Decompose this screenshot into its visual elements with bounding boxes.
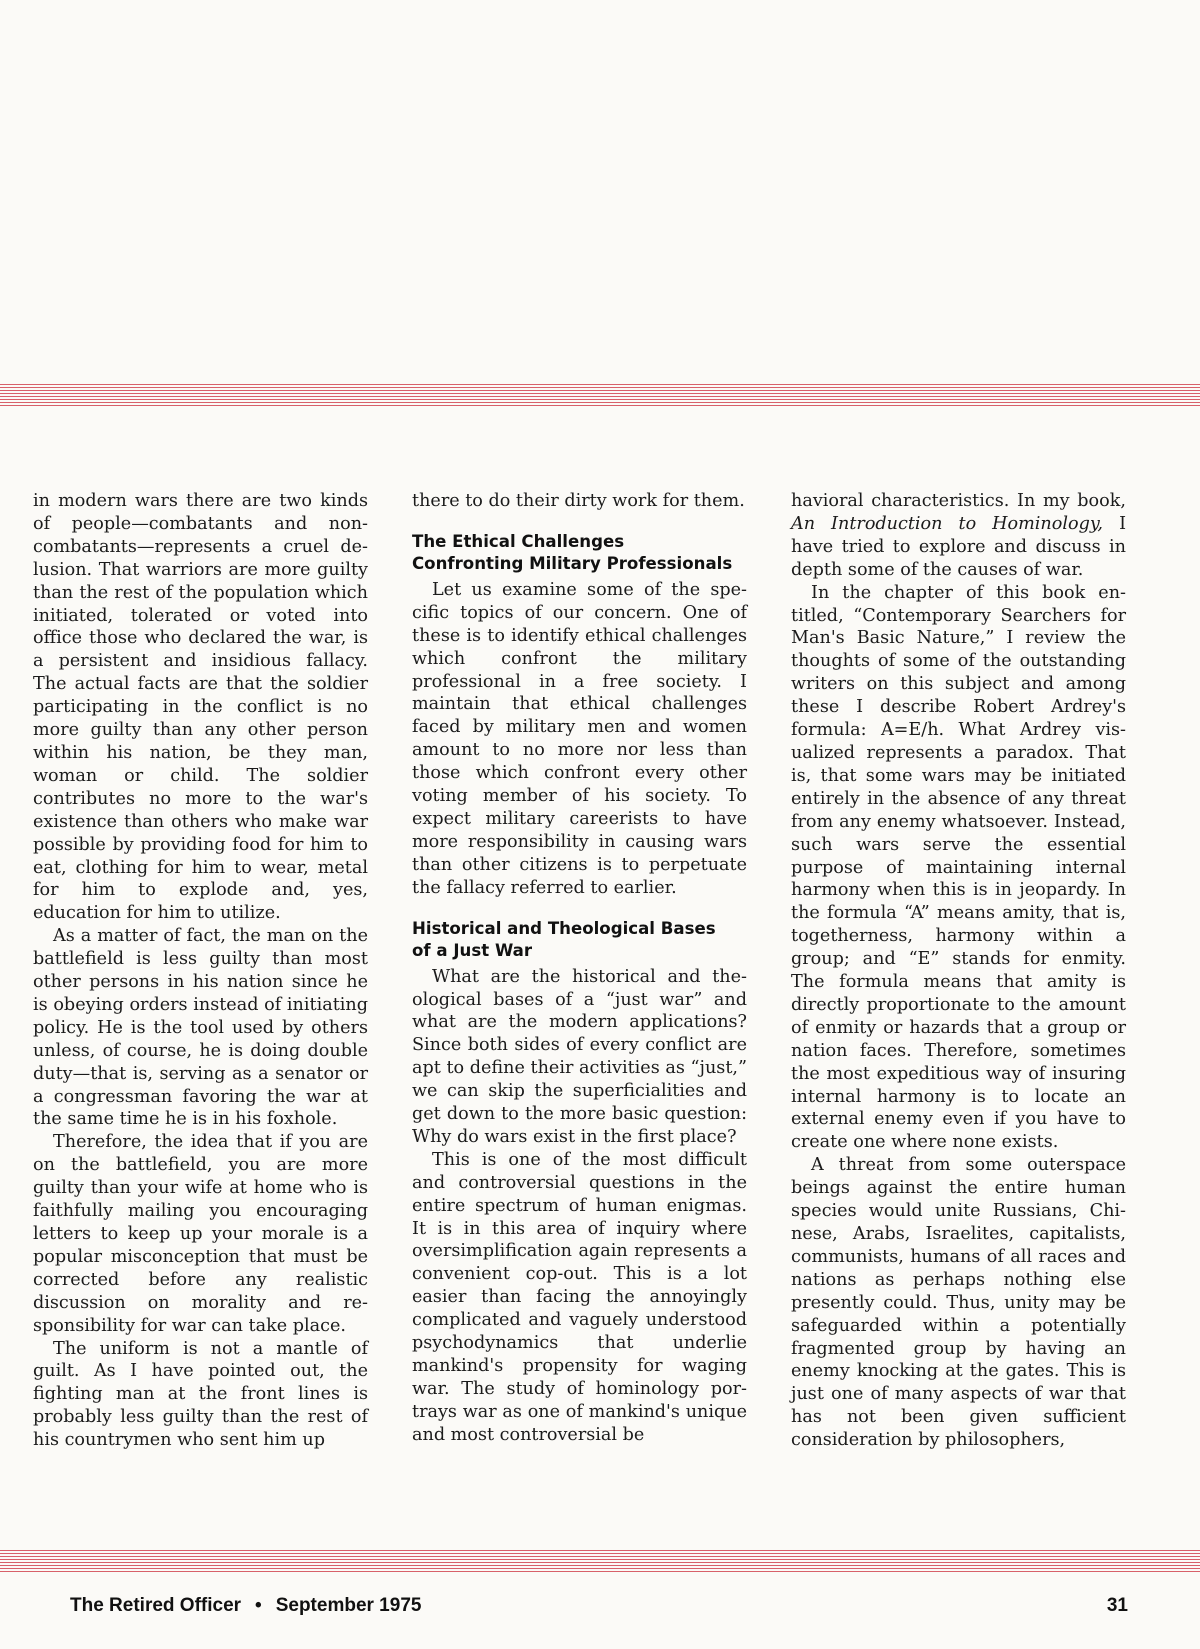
paragraph-text: havioral characteristics. In my book,	[791, 491, 1126, 511]
page-number: 31	[1106, 1595, 1128, 1616]
book-title: An Introduction to Hominology,	[791, 513, 1104, 534]
paragraph: A threat from some outerspace beings against the entire human species would unite Russians, Chinese, Arabs, Israelites, capitalists, communists, humans of all races and nations as perhaps nothing else presently could. Thus, unity may be safeguarded within a potentially fragmented group by having an enemy knocking at the gates. This is just one of many aspects of war that has not been given sufficient consideration by philosophers,	[791, 1155, 1126, 1451]
top-decorative-rule	[0, 384, 1200, 408]
paragraph: in modern wars there are two kinds of people—combatants and noncombatants—represents a cruel delusion. That warriors are more guilty than the rest of the population which initiated, tolerated or voted into office those who declared the war, is a persistent and insidious fallacy. The actual facts are that the soldier participating in the conflict is no more guilty than any other person within his nation, be they man, woman or child. The soldier contributes no more to the war's existence than others who make war possible by providing food for him to eat, clothing for him to wear, metal for him to explode and, yes, education for him to utilize.	[33, 491, 368, 924]
footer-bullet: •	[255, 1595, 262, 1616]
article-column-3	[791, 490, 1126, 1452]
paragraph-text: I have tried to explore and discuss in depth some of the causes of war.	[791, 513, 1127, 580]
bottom-decorative-rule	[0, 1550, 1200, 1574]
paragraph: What are the historical and theological bases of a “just war” and what are the modern applications? Since both sides of every conflict are apt to define their activities as “just,” we can skip the superficialities and get down to the more basic question: Why do wars exist in the first place?	[412, 966, 747, 1147]
publication-name: The Retired Officer	[70, 1595, 242, 1616]
publication-date: September 1975	[275, 1595, 422, 1616]
paragraph: Therefore, the idea that if you are on the battlefield, you are more guilty than your wife at home who is faithfully mailing you encouraging letters to keep up your morale is a popular misconception that must be corrected before any realistic discussion on morality and responsibility for war can take place.	[33, 1132, 368, 1336]
section-heading-ethical-challenges	[412, 531, 747, 575]
paragraph: This is one of the most difficult and controversial questions in the entire spectrum of human enigmas. It is in this area of inquiry where oversimplification again represents a convenient cop-out. This is a lot easier than facing the annoyingly complicated and vaguely understood psychodynamics that underlie mankind's propensity for waging war. The study of hominology portrays war as one of mankind's unique and most controversial be	[412, 1149, 747, 1445]
paragraph: Let us examine some of the specific topics of our concern. One of these is to identify ethical challenges which confront the military professional in a free society. I maintain that ethical challenges faced by military men and women amount to no more nor less than those which confront every other voting member of his society. To expect military careerists to have more responsibility in causing wars than other citizens is to perpetuate the fallacy referred to earlier.	[412, 579, 747, 898]
paragraph	[791, 490, 1126, 582]
footer-publication-line	[70, 1595, 421, 1617]
article-column-2	[412, 490, 747, 1447]
paragraph: The uniform is not a mantle of guilt. As I have pointed out, the fighting man at the front lines is probably less guilty than the rest of his countrymen who sent him up	[33, 1338, 368, 1451]
article-column-1	[33, 490, 368, 1452]
section-heading-just-war	[412, 918, 747, 962]
heading-line: of a Just War	[412, 940, 533, 960]
paragraph: In the chapter of this book entitled, “Contemporary Searchers for Man's Basic Nature,” I review the thoughts of some of the outstanding writers on this subject and among these I describe Robert Ardrey's formula: A=E/h. What Ardrey visualized represents a paradox. That is, that some wars may be initiated entirely in the absence of any threat from any enemy whatsoever. Instead, such wars serve the essential purpose of maintaining internal harmony when this is in jeopardy. In the formula “A” means amity, that is, togetherness, harmony within a group; and “E” stands for enmity. The formula means that amity is directly proportionate to the amount of enmity or hazards that a group or nation faces. Therefore, sometimes the most expeditious way of insuring internal harmony is to locate an external enemy even if you have to create one where none exists.	[791, 582, 1126, 1153]
heading-line: Historical and Theological Bases	[412, 918, 716, 938]
paragraph: As a matter of fact, the man on the battlefield is less guilty than most other persons in his nation since he is obeying orders instead of initiating policy. He is the tool used by others unless, of course, he is doing double duty—that is, serving as a senator or a congressman favoring the war at the same time he is in his foxhole.	[33, 926, 368, 1130]
paragraph: there to do their dirty work for them.	[412, 491, 745, 511]
heading-line: The Ethical Challenges	[412, 531, 625, 551]
heading-line: Confronting Military Professionals	[412, 553, 733, 573]
